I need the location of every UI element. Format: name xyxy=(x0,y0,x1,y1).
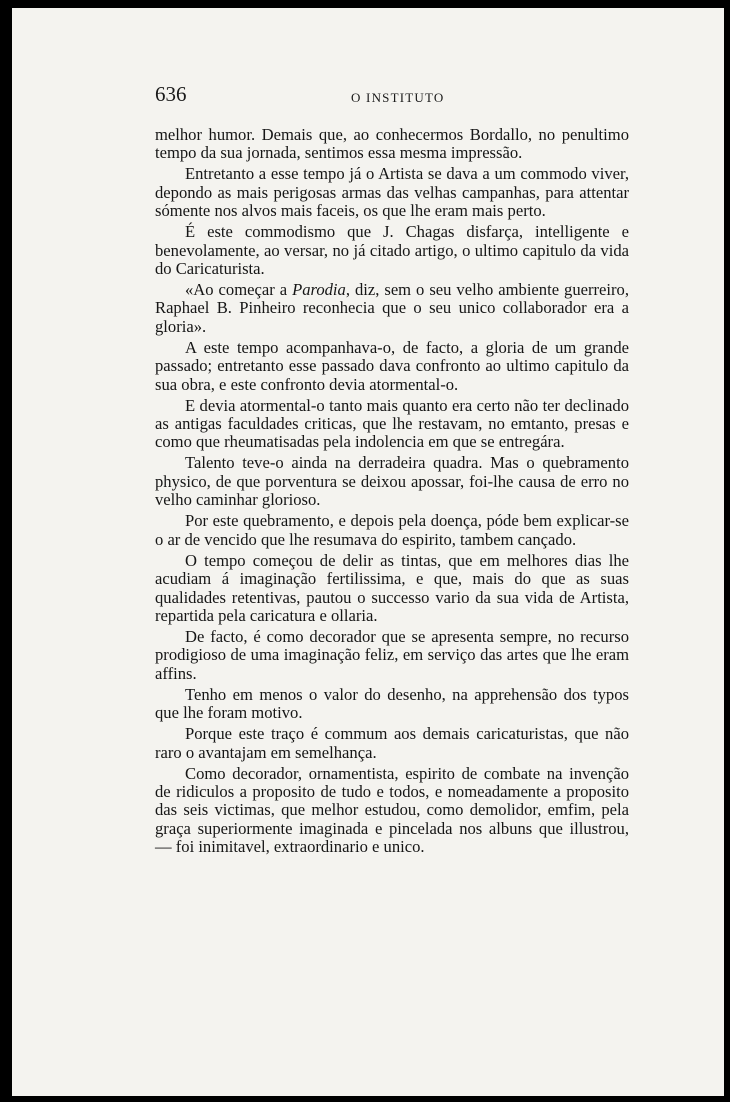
paragraph: Como decorador, ornamentista, espirito de combate na invenção de ridiculos a proposito de tudo e todos, e nomeadamente a proposito das seis victimas, que melhor estudou, como demolidor, emfim, pela graça superiormente imaginada e pincelada nos albuns que illustrou, — foi inimitavel, extraordinario e unico. xyxy=(155,763,629,857)
paragraph: Tenho em menos o valor do desenho, na apprehensão dos typos que lhe foram motivo. xyxy=(155,684,629,723)
book-page xyxy=(12,8,724,1096)
quote-text-before: «Ao começar a xyxy=(185,280,293,300)
running-head: O INSTITUTO xyxy=(351,90,445,105)
paragraph: Por este quebramento, e depois pela doença, póde bem explicar-se o ar de vencido que lhe resumava do espirito, tambem cançado. xyxy=(155,511,629,549)
paragraph: A este tempo acompanhava-o, de facto, a gloria de um grande passado; entretanto esse passado dava confronto ao ultimo capitulo da sua obra, e este confronto devia atormental-o. xyxy=(155,337,629,394)
page-number: 636 xyxy=(155,82,187,106)
paragraph: De facto, é como decorador que se apresenta sempre, no recurso prodigioso de uma imaginação feliz, em serviço das artes que lhe eram affins. xyxy=(155,626,629,683)
paragraph: melhor humor. Demais que, ao conhecermos Bordallo, no penultimo tempo da sua jornada, sentimos essa mesma impressão. xyxy=(155,125,629,163)
page-header xyxy=(155,82,645,112)
body-text xyxy=(155,126,629,857)
quote-text-after: , diz, sem o seu velho ambiente guerreiro, Raphael B. Pinheiro reconhecia que o seu unico collaborador era a gloria». xyxy=(155,280,630,336)
paragraph: Talento teve-o ainda na derradeira quadra. Mas o quebramento physico, de que porventura se deixou apossar, foi-lhe causa de erro no velho caminhar glorioso. xyxy=(155,453,629,510)
quote-paragraph xyxy=(155,281,629,336)
paragraph: O tempo começou de delir as tintas, que em melhores dias lhe acudiam á imaginação fertilissima, e que, mais do que as suas qualidades retentivas, pautou o successo vario da sua vida de Artista, repartida pela caricatura e ollaria. xyxy=(155,550,629,625)
quote-title-italic: Parodia xyxy=(292,280,346,300)
paragraph: E devia atormental-o tanto mais quanto era certo não ter declinado as antigas faculdades criticas, que lhe restavam, no emtanto, presas e como que rheumatisadas pela indolencia em que se entregára. xyxy=(155,395,629,452)
paragraph: É este commodismo que J. Chagas disfarça, intelligente e benevolamente, ao versar, no já citado artigo, o ultimo capitulo da vida do Caricaturista. xyxy=(155,222,629,279)
paragraph: Porque este traço é commum aos demais caricaturistas, que não raro o avantajam em semelhança. xyxy=(155,724,629,762)
paragraph: Entretanto a esse tempo já o Artista se dava a um commodo viver, depondo as mais perigosas armas das velhas campanhas, para attentar sómente nos alvos mais faceis, os que lhe eram mais perto. xyxy=(155,164,629,221)
